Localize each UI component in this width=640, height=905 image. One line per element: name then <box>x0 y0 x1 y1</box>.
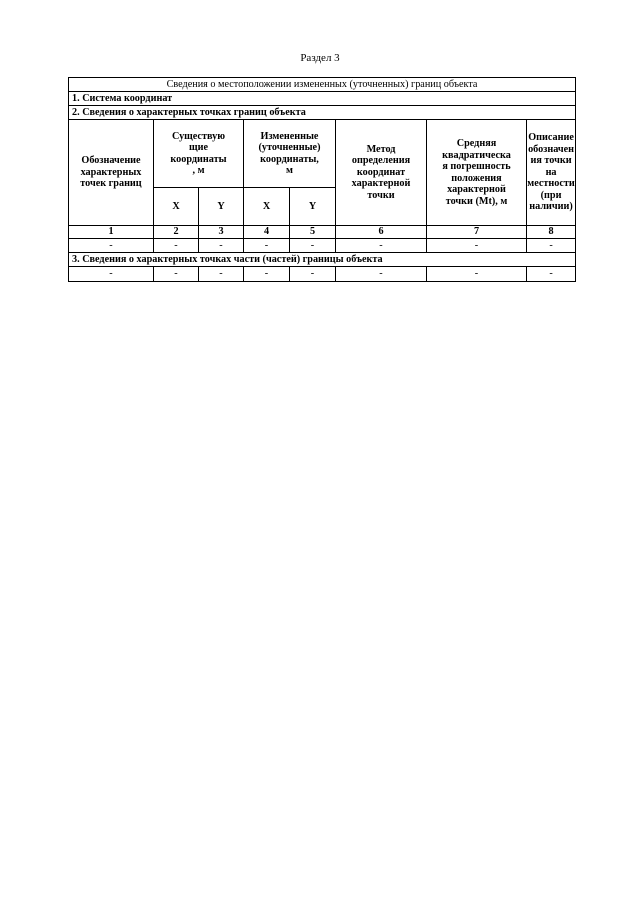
table-cell: - <box>336 239 427 253</box>
section-title: Раздел 3 <box>300 52 340 64</box>
column-number: 1 <box>69 226 154 239</box>
table-cell: - <box>290 239 336 253</box>
subsection-boundary-points: 2. Сведения о характерных точках границ объекта <box>69 106 576 120</box>
header-designation: Обозначение характерных точек границ <box>69 120 154 226</box>
table-cell: - <box>427 239 527 253</box>
table-cell: - <box>199 239 244 253</box>
column-number: 8 <box>527 226 576 239</box>
header-mean-error: Средняя квадратическа я погрешность положения характерной точки (Mt), м <box>427 120 527 226</box>
table-title: Сведения о местоположении измененных (уточненных) границ объекта <box>69 78 576 92</box>
column-number: 7 <box>427 226 527 239</box>
header-description: Описание обозначен ия точки на местности (при наличии) <box>527 120 576 226</box>
table-cell: - <box>244 267 290 282</box>
header-method: Метод определения координат характерной точки <box>336 120 427 226</box>
table-cell: - <box>154 239 199 253</box>
table-cell: - <box>290 267 336 282</box>
header-changed-x: X <box>244 188 290 226</box>
table-row <box>69 239 576 253</box>
column-number: 3 <box>199 226 244 239</box>
subsection-coordinate-system: 1. Система координат <box>69 92 576 106</box>
column-numbers-row <box>69 226 576 239</box>
table-cell: - <box>199 267 244 282</box>
header-changed-y: Y <box>290 188 336 226</box>
column-number: 4 <box>244 226 290 239</box>
table-cell: - <box>244 239 290 253</box>
column-number: 5 <box>290 226 336 239</box>
column-number: 6 <box>336 226 427 239</box>
header-existing-y: Y <box>199 188 244 226</box>
table-cell: - <box>69 267 154 282</box>
table-row <box>69 267 576 282</box>
header-existing-coordinates: Существую щие координаты , м <box>154 120 244 188</box>
header-changed-coordinates: Измененные (уточненные) координаты, м <box>244 120 336 188</box>
table-cell: - <box>336 267 427 282</box>
subsection-part-boundary-points: 3. Сведения о характерных точках части (частей) границы объекта <box>69 253 576 267</box>
boundary-points-table <box>68 77 576 282</box>
header-existing-x: X <box>154 188 199 226</box>
column-number: 2 <box>154 226 199 239</box>
table-cell: - <box>527 267 576 282</box>
table-cell: - <box>427 267 527 282</box>
table-cell: - <box>527 239 576 253</box>
table-cell: - <box>69 239 154 253</box>
table-cell: - <box>154 267 199 282</box>
